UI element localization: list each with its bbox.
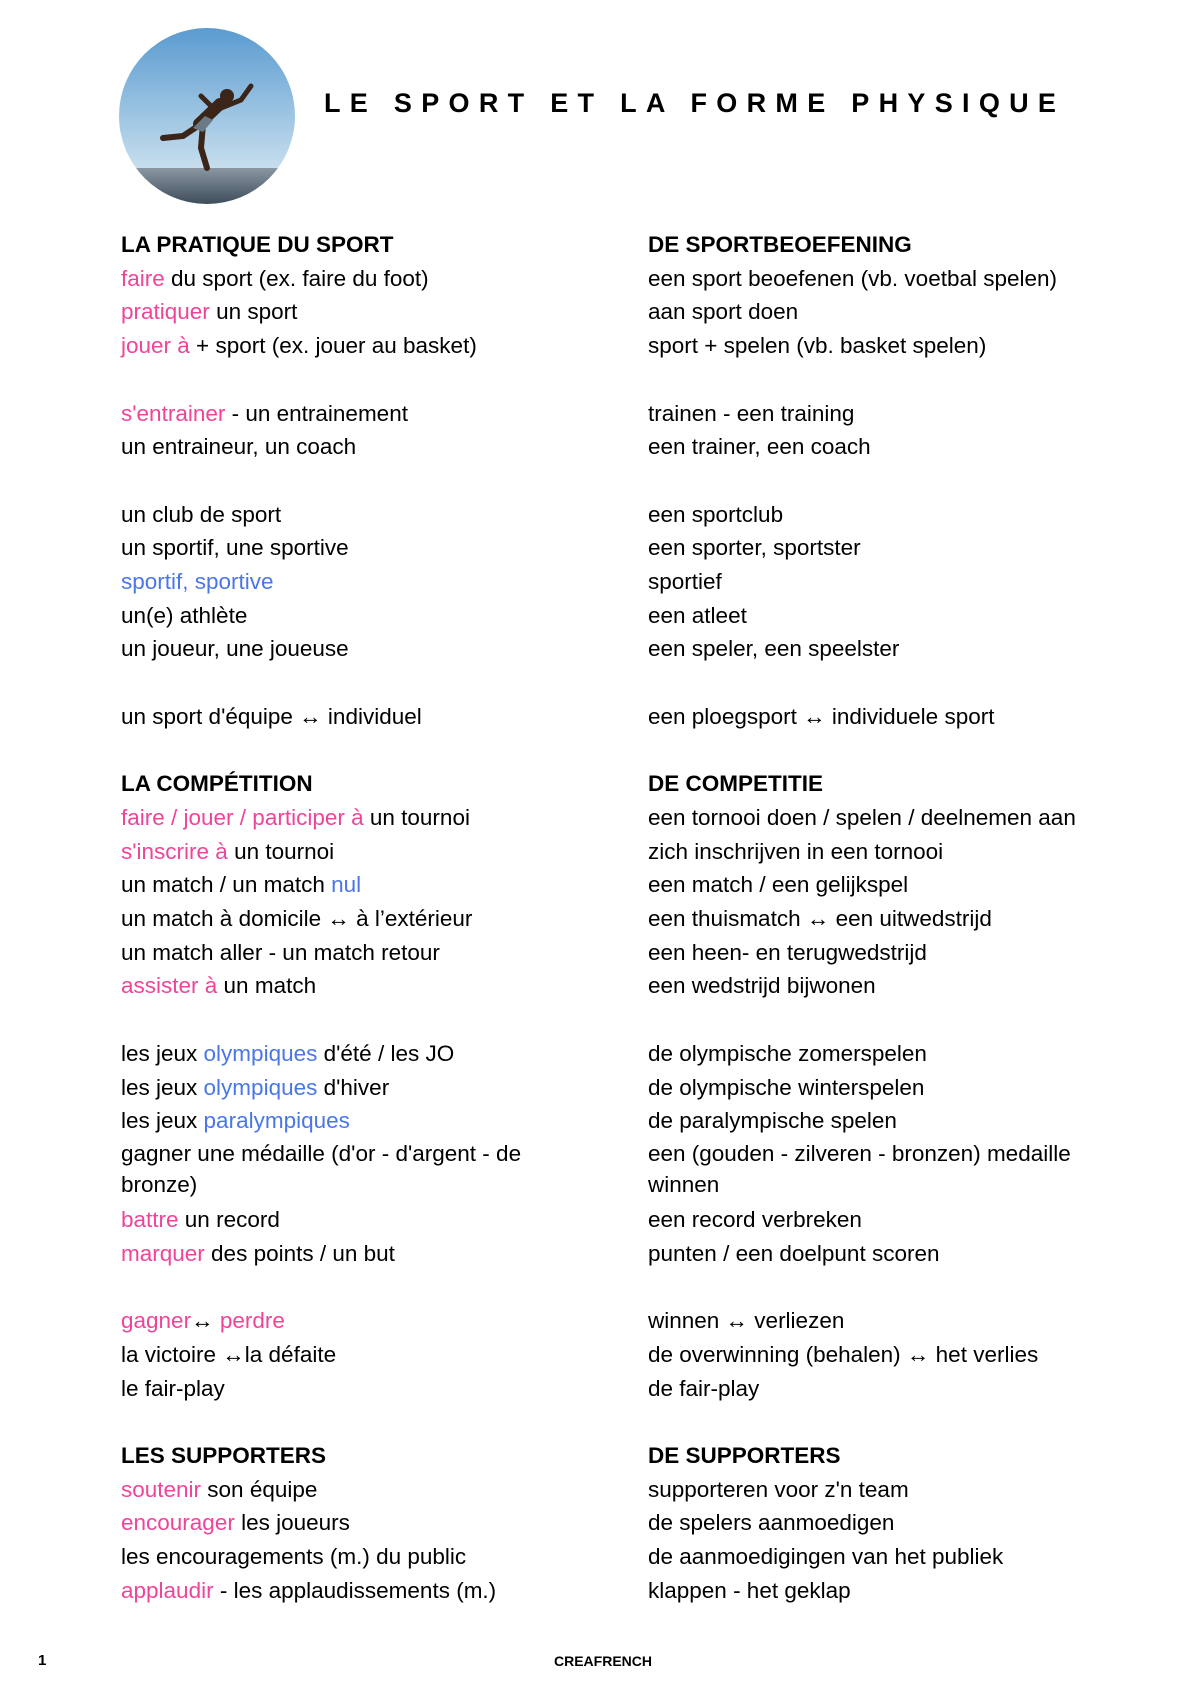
vocab-text: de fair-play — [648, 1375, 760, 1401]
vocab-text: + sport (ex. jouer au basket) — [189, 333, 477, 359]
vocab-text: - les applaudissements (m.) — [213, 1577, 497, 1603]
vocab-text: la victoire ↔la défaite — [121, 1341, 337, 1367]
french-vocab-line — [121, 1037, 591, 1071]
dutch-vocab-line — [648, 936, 1118, 970]
vocab-text: een match / een gelijkspel — [648, 872, 909, 898]
french-vocab-line — [121, 599, 591, 633]
page-number: 1 — [38, 1652, 47, 1669]
vocab-text: een wedstrijd bijwonen — [648, 973, 876, 999]
vocab-text: de overwinning (behalen) ↔ het verlies — [648, 1341, 1039, 1367]
vocab-text: een speler, een speelster — [648, 636, 900, 662]
dutch-vocab-line — [648, 329, 1118, 363]
vocab-text: winnen ↔ verliezen — [648, 1308, 845, 1334]
vocab-text: de spelers aanmoedigen — [648, 1510, 895, 1536]
french-vocab-line — [121, 1071, 591, 1105]
vocab-text: les joueurs — [234, 1510, 350, 1536]
dutch-vocab-line — [648, 295, 1118, 329]
page-title: LE SPORT ET LA FORME PHYSIQUE — [324, 88, 1066, 118]
french-section-heading: LA PRATIQUE DU SPORT — [121, 232, 394, 257]
vocab-text: de olympische zomerspelen — [648, 1040, 927, 1066]
french-vocab-line — [121, 902, 591, 936]
footer-brand: CREAFRENCH — [554, 1653, 652, 1669]
dutch-vocab-line — [648, 599, 1118, 633]
verb-highlight: jouer à — [121, 333, 190, 359]
vocab-text: les jeux — [121, 1074, 204, 1100]
vocab-text: sportief — [648, 569, 722, 594]
verb-highlight: encourager — [121, 1510, 235, 1536]
verb-highlight: s'entrainer — [121, 400, 232, 426]
dutch-vocab-line — [648, 1104, 1118, 1138]
vocab-text: son équipe — [201, 1476, 318, 1502]
french-vocab-line — [121, 329, 591, 363]
adjective-highlight: nul — [331, 872, 362, 898]
french-vocab-line — [121, 531, 591, 565]
vocab-text: punten / een doelpunt scoren — [648, 1240, 940, 1266]
dutch-vocab-line — [648, 1574, 1118, 1608]
dutch-vocab-line — [648, 868, 1118, 902]
vocab-text: un match — [217, 973, 317, 999]
vocab-text: un match à domicile ↔ à l’extérieur — [121, 906, 473, 931]
adjective-highlight: sportif, sportive — [121, 569, 274, 594]
vocab-text: trainen - een training — [648, 400, 855, 426]
french-vocab-line — [121, 430, 591, 464]
spacer — [121, 363, 591, 397]
spacer — [648, 464, 1118, 498]
sprinter-photo — [119, 28, 295, 204]
spacer — [648, 1271, 1118, 1305]
dutch-vocab-line — [648, 1338, 1118, 1372]
dutch-vocab-line — [648, 700, 1118, 734]
dutch-vocab-line — [648, 1138, 1118, 1201]
vocab-text: un(e) athlète — [121, 602, 248, 628]
vocab-text: d'été / les JO — [317, 1040, 455, 1066]
french-vocab-line — [121, 295, 591, 329]
dutch-vocab-line — [648, 1540, 1118, 1574]
french-vocab-line — [121, 1506, 591, 1540]
dutch-vocab-line — [648, 565, 1118, 599]
french-vocab-line — [121, 1540, 591, 1574]
french-vocab-line — [121, 1473, 591, 1507]
french-vocab-line — [121, 632, 591, 666]
vocab-text: un record — [178, 1207, 280, 1233]
dutch-vocab-line — [648, 1203, 1118, 1237]
spacer — [648, 363, 1118, 397]
verb-highlight: faire / jouer / participer à — [121, 804, 364, 830]
french-vocab-line — [121, 700, 591, 734]
dutch-vocab-line — [648, 262, 1118, 296]
spacer — [648, 1405, 1118, 1439]
french-vocab-line — [121, 1304, 591, 1338]
verb-highlight: marquer — [121, 1240, 205, 1266]
vocab-text: een heen- en terugwedstrijd — [648, 939, 927, 965]
vocab-text: klappen - het geklap — [648, 1577, 851, 1603]
verb-highlight: soutenir — [121, 1476, 202, 1502]
vocab-text: een thuismatch ↔ een uitwedstrijd — [648, 906, 992, 931]
vocab-text: supporteren voor z'n team — [648, 1476, 909, 1502]
vocab-text: le fair-play — [121, 1375, 225, 1401]
french-vocab-line — [121, 1372, 591, 1406]
dutch-vocab-line — [648, 1304, 1118, 1338]
dutch-vocab-line — [648, 498, 1118, 532]
vocab-text: les jeux — [121, 1040, 204, 1066]
vocab-text: zich inschrijven in een tornooi — [648, 838, 944, 864]
vocab-text: les jeux — [121, 1108, 204, 1134]
vocab-text: un match / un match — [121, 872, 332, 898]
vocab-text: de aanmoedigingen van het publiek — [648, 1544, 1004, 1570]
verb-highlight: applaudir — [121, 1577, 214, 1603]
vocab-text: du sport (ex. faire du foot) — [164, 265, 429, 291]
verb-highlight: s'inscrire à — [121, 838, 228, 864]
vocab-text: een trainer, een coach — [648, 434, 871, 460]
dutch-vocab-line — [648, 397, 1118, 431]
vocab-text: gagner une médaille (d'or - d'argent - de bronze) — [121, 1140, 522, 1198]
vocab-text: een sportclub — [648, 501, 784, 527]
dutch-vocab-line — [648, 801, 1118, 835]
vocab-text: un sportif, une sportive — [121, 535, 349, 561]
vocab-text: een sport beoefenen (vb. voetbal spelen) — [648, 265, 1058, 291]
vocab-text: een (gouden - zilveren - bronzen) medaille winnen — [648, 1140, 1071, 1198]
dutch-translation-column — [648, 228, 1118, 1608]
dutch-vocab-line — [648, 531, 1118, 565]
vocab-text: un tournoi — [363, 804, 470, 830]
french-vocab-line — [121, 1338, 591, 1372]
french-vocab-line — [121, 498, 591, 532]
vocab-text: een record verbreken — [648, 1207, 862, 1233]
dutch-vocab-line — [648, 1037, 1118, 1071]
vocab-text: un club de sport — [121, 501, 282, 527]
spacer — [121, 666, 591, 700]
french-section-heading: LA COMPÉTITION — [121, 771, 313, 797]
dutch-vocab-line — [648, 632, 1118, 666]
verb-highlight: perdre — [219, 1308, 285, 1334]
french-vocab-line — [121, 801, 591, 835]
french-section-heading: LES SUPPORTERS — [121, 1442, 327, 1468]
french-vocab-line — [121, 835, 591, 869]
dutch-section-heading: DE SUPPORTERS — [648, 1442, 841, 1468]
vocab-text: ↔ — [191, 1308, 220, 1334]
french-vocab-line — [121, 868, 591, 902]
spacer — [648, 734, 1118, 768]
spacer — [121, 734, 591, 768]
vocab-text: sport + spelen (vb. basket spelen) — [648, 333, 987, 359]
vocab-text: des points / un but — [204, 1240, 395, 1266]
spacer — [121, 1405, 591, 1439]
french-vocab-line — [121, 1203, 591, 1237]
dutch-section-heading: DE SPORTBEOEFENING — [648, 232, 912, 257]
french-vocab-line — [121, 1138, 591, 1201]
french-vocab-line — [121, 397, 591, 431]
adjective-highlight: olympiques — [203, 1040, 318, 1066]
dutch-vocab-line — [648, 1506, 1118, 1540]
vocab-text: een sporter, sportster — [648, 535, 861, 561]
french-vocab-line — [121, 1574, 591, 1608]
spacer — [121, 464, 591, 498]
adjective-highlight: olympiques — [203, 1074, 318, 1100]
dutch-section-heading: DE COMPETITIE — [648, 771, 824, 797]
dutch-vocab-line — [648, 1473, 1118, 1507]
dutch-vocab-line — [648, 430, 1118, 464]
vocab-text: un joueur, une joueuse — [121, 636, 349, 662]
vocab-text: een ploegsport ↔ individuele sport — [648, 703, 995, 729]
spacer — [648, 1003, 1118, 1037]
verb-highlight: battre — [121, 1207, 179, 1233]
vocab-text: un entraineur, un coach — [121, 434, 357, 460]
vocab-text: les encouragements (m.) du public — [121, 1544, 467, 1570]
verb-highlight: gagner — [121, 1308, 192, 1334]
french-vocab-line — [121, 1237, 591, 1271]
verb-highlight: faire — [121, 265, 165, 291]
vocab-text: un sport — [209, 299, 298, 325]
vocab-text: aan sport doen — [648, 299, 799, 325]
vocab-text: un sport d'équipe ↔ individuel — [121, 703, 422, 729]
french-vocabulary-column — [121, 228, 591, 1608]
dutch-vocab-line — [648, 969, 1118, 1003]
spacer — [648, 666, 1118, 700]
verb-highlight: assister à — [121, 973, 218, 999]
vocab-text: een tornooi doen / spelen / deelnemen aan — [648, 804, 1076, 830]
vocab-text: een atleet — [648, 602, 747, 628]
vocab-text: - un entrainement — [231, 400, 408, 426]
vocab-text: de olympische winterspelen — [648, 1074, 925, 1100]
dutch-vocab-line — [648, 902, 1118, 936]
vocab-text: d'hiver — [317, 1074, 390, 1100]
french-vocab-line — [121, 969, 591, 1003]
dutch-vocab-line — [648, 1071, 1118, 1105]
spacer — [121, 1003, 591, 1037]
french-vocab-line — [121, 565, 591, 599]
verb-highlight: pratiquer — [121, 299, 210, 325]
french-vocab-line — [121, 262, 591, 296]
adjective-highlight: paralympiques — [203, 1108, 350, 1134]
dutch-vocab-line — [648, 835, 1118, 869]
french-vocab-line — [121, 1104, 591, 1138]
dutch-vocab-line — [648, 1237, 1118, 1271]
dutch-vocab-line — [648, 1372, 1118, 1406]
french-vocab-line — [121, 936, 591, 970]
vocab-text: un tournoi — [227, 838, 335, 864]
spacer — [121, 1271, 591, 1305]
vocab-text: de paralympische spelen — [648, 1108, 897, 1134]
vocab-text: un match aller - un match retour — [121, 939, 440, 965]
